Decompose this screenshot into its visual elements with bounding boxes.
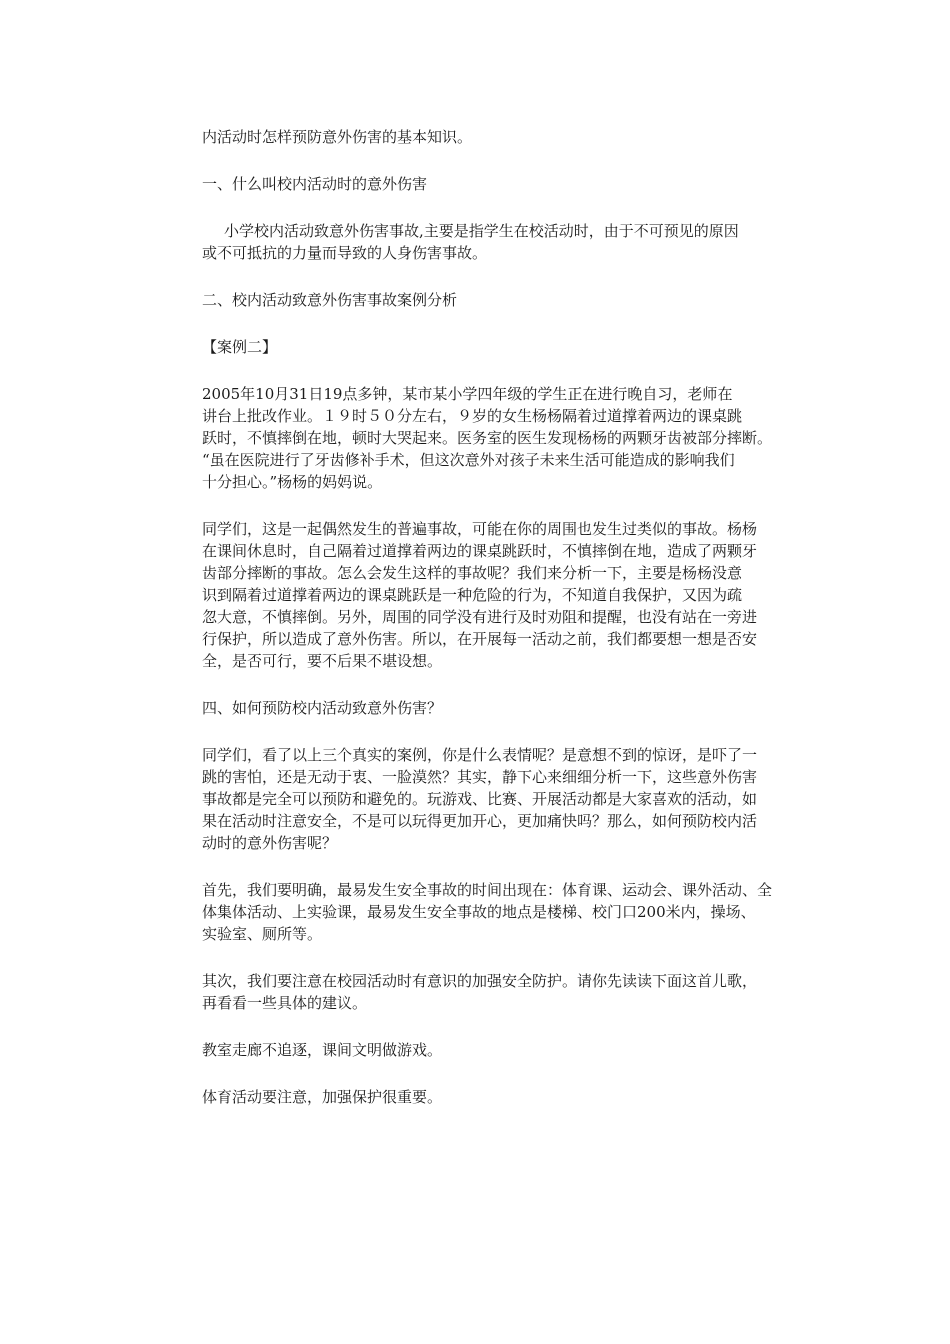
text-line: 二、校内活动致意外伤害事故案例分析 — [202, 291, 458, 309]
section-heading-4 — [202, 697, 814, 719]
section-heading-2 — [202, 289, 814, 311]
text-line: 在课间休息时，自己隔着过道撑着两边的课桌跳跃时，不慎摔倒在地，造成了两颗牙 — [202, 542, 758, 560]
text-line: 【案例二】 — [202, 338, 278, 356]
text-line: 行保护，所以造成了意外伤害。所以，在开展每一活动之前，我们都要想一想是否安 — [202, 630, 758, 648]
text-line: 或不可抵抗的力量而导致的人身伤害事故。 — [202, 244, 488, 262]
text-line: 体集体活动、上实验课，最易发生安全事故的地点是楼梯、校门口200米内，操场、 — [202, 903, 756, 921]
first-point-paragraph — [202, 879, 814, 945]
text-line: “虽在医院进行了牙齿修补手术，但这次意外对孩子未来生活可能造成的影响我们 — [202, 451, 735, 469]
text-line: 十分担心。”杨杨的妈妈说。 — [202, 473, 383, 491]
text-line: 四、如何预防校内活动致意外伤害？ — [202, 699, 443, 717]
text-line: 识到隔着过道撑着两边的课桌跳跃是一种危险的行为，不知道自我保护，又因为疏 — [202, 586, 743, 604]
text-line: 跃时，不慎摔倒在地，顿时大哭起来。医务室的医生发现杨杨的两颗牙齿被部分摔断。 — [202, 429, 773, 447]
rhyme-line-2 — [202, 1086, 814, 1108]
document-body — [202, 126, 814, 1133]
text-line: 跳的害怕，还是无动于衷、一脸漠然？其实，静下心来细细分析一下，这些意外伤害 — [202, 768, 758, 786]
definition-paragraph — [202, 220, 814, 264]
intro-paragraph — [202, 126, 814, 148]
text-line: 事故都是完全可以预防和避免的。玩游戏、比赛、开展活动都是大家喜欢的活动，如 — [202, 790, 758, 808]
section-heading-1 — [202, 173, 814, 195]
text-line: 教室走廊不追逐，课间文明做游戏。 — [202, 1041, 443, 1059]
case-label — [202, 336, 814, 358]
text-line: 再看看一些具体的建议。 — [202, 994, 368, 1012]
rhyme-line-1 — [202, 1039, 814, 1061]
second-point-paragraph — [202, 970, 814, 1014]
text-line: 内活动时怎样预防意外伤害的基本知识。 — [202, 128, 473, 146]
text-line: 小学校内活动致意外伤害事故,主要是指学生在校活动时，由于不可预见的原因 — [224, 222, 739, 240]
text-line: 果在活动时注意安全，不是可以玩得更加开心，更加痛快吗？那么，如何预防校内活 — [202, 812, 758, 830]
text-line: 动时的意外伤害呢？ — [202, 834, 338, 852]
text-line: 全，是否可行，要不后果不堪设想。 — [202, 652, 443, 670]
text-line: 实验室、厕所等。 — [202, 925, 323, 943]
text-line: 2005年10月31日19点多钟，某市某小学四年级的学生正在进行晚自习，老师在 — [202, 385, 733, 403]
text-line: 同学们，看了以上三个真实的案例，你是什么表情呢？是意想不到的惊讶，是吓了一 — [202, 746, 758, 764]
case-paragraph — [202, 383, 814, 493]
text-line: 体育活动要注意，加强保护很重要。 — [202, 1088, 443, 1106]
text-line: 忽大意，不慎摔倒。另外，周围的同学没有进行及时劝阻和提醒，也没有站在一旁进 — [202, 608, 758, 626]
text-line: 一、什么叫校内活动时的意外伤害 — [202, 175, 428, 193]
text-line: 讲台上批改作业。１９时５０分左右，９岁的女生杨杨隔着过道撑着两边的课桌跳 — [202, 407, 743, 425]
text-line: 齿部分摔断的事故。怎么会发生这样的事故呢？我们来分析一下，主要是杨杨没意 — [202, 564, 743, 582]
analysis-paragraph — [202, 518, 814, 672]
text-line: 首先，我们要明确，最易发生安全事故的时间出现在：体育课、运动会、课外活动、全 — [202, 881, 773, 899]
text-line: 其次，我们要注意在校园活动时有意识的加强安全防护。请你先读读下面这首儿歌， — [202, 972, 758, 990]
reflection-paragraph — [202, 744, 814, 854]
text-line: 同学们，这是一起偶然发生的普遍事故，可能在你的周围也发生过类似的事故。杨杨 — [202, 520, 758, 538]
